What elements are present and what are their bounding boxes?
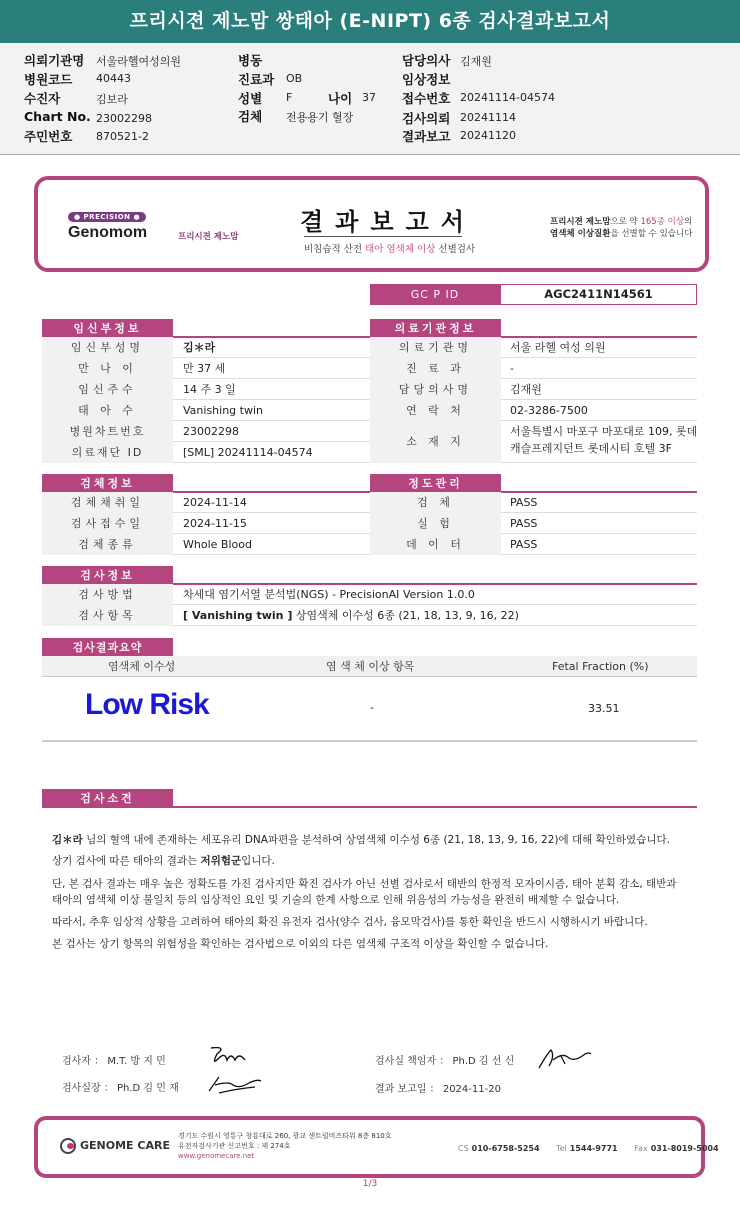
row-label: 검사방법	[42, 584, 173, 605]
finding-paragraph-2: 상기 검사에 따른 태아의 결과는 저위험군입니다.	[52, 855, 275, 867]
table-row	[370, 358, 697, 379]
clinical-info-label: 임상정보	[402, 72, 451, 87]
footer-card	[34, 1116, 719, 1178]
department-label: 진료과	[238, 72, 275, 87]
row-label: 의료재단 ID	[42, 442, 173, 463]
table-row	[42, 605, 697, 626]
finding-paragraph-5: 본 검사는 상기 항목의 위험성을 확인하는 검사법으로 이외의 다른 염색체 구조적 이상을 확인할 수 없습니다.	[52, 938, 549, 950]
abnormal-item-value: -	[370, 701, 374, 714]
age-label: 나이	[328, 91, 353, 106]
row-label: 검체채취일	[42, 492, 173, 513]
row-value: PASS	[510, 538, 538, 551]
finding-paragraph-3b: 태아의 염색체 이상 불일치 등의 임상적인 요인 및 기술의 한계 사항으로 인해 위음성의 가능성을 완전히 배제할 수 없습니다.	[52, 894, 620, 906]
row-value: 만 37 세	[183, 362, 226, 375]
row-label: 소 재 지	[370, 421, 501, 463]
title-underline	[304, 236, 462, 237]
sex-label: 성별	[238, 91, 263, 106]
row-value: 김재원	[510, 383, 542, 396]
sex-value: F	[286, 91, 293, 104]
genome-care-logo: GENOME CARE	[60, 1138, 170, 1154]
patient-label: 수진자	[24, 91, 61, 106]
table-row	[370, 400, 697, 421]
report-date-value: 20241120	[460, 129, 516, 142]
report-title: 결과보고서	[300, 208, 476, 236]
row-label: 임신주수	[42, 379, 173, 400]
table-row	[370, 337, 697, 358]
row-value: Vanishing twin	[183, 404, 263, 417]
chart-no-label: Chart No.	[24, 109, 91, 124]
tester-signature	[205, 1044, 255, 1070]
precision-badge: ● PRECISION ●	[68, 212, 146, 222]
report-date-label: 결과보고	[402, 129, 451, 144]
accession-no-value: 20241114-04574	[460, 91, 555, 104]
row-value: [SML] 20241114-04574	[183, 446, 313, 459]
table-row	[42, 584, 697, 605]
row-label: 검체종류	[42, 534, 173, 555]
summary-col-abnormal: 염 색 체 이상 항목	[326, 660, 415, 673]
requesting-institution-value: 서울라헬여성의원	[96, 55, 182, 68]
section-divider	[173, 806, 697, 808]
fetal-fraction-value: 33.51	[588, 702, 620, 715]
lab-manager-label: 검사실 책임자 ： Ph.D 김 선 신	[375, 1056, 515, 1067]
table-row	[42, 358, 370, 379]
finding-paragraph-3a: 단, 본 검사 결과는 매우 높은 정확도를 가진 검사지만 확진 검사가 아닌 선별 검사로서 태반의 한정적 모자이시즘, 태아 분획 감소, 태반과	[52, 878, 677, 890]
patient-value: 김보라	[96, 93, 128, 106]
specimen-label: 검체	[238, 109, 263, 124]
section-quality-control: 정도관리	[370, 474, 501, 493]
table-row	[42, 492, 370, 513]
row-label: 태 아 수	[42, 400, 173, 421]
request-date-value: 20241114	[460, 111, 516, 124]
table-row	[42, 442, 370, 463]
report-date-label: 결과 보고일 ： 2024-11-20	[375, 1084, 501, 1095]
row-value: 2024-11-15	[183, 517, 247, 530]
report-subtitle: 비침습적 산전 태아 염색체 이상 선별검사	[304, 244, 476, 255]
table-row	[42, 534, 370, 555]
row-value: PASS	[510, 517, 538, 530]
report-tagline: 프리시젼 제노맘으로 약 165종 이상의 염색체 이상질환을 선별할 수 있습니다	[550, 217, 693, 239]
summary-bottom-rule	[42, 740, 697, 742]
row-label: 검사접수일	[42, 513, 173, 534]
requesting-institution-label: 의뢰기관명	[24, 53, 85, 68]
lab-head-signature	[205, 1071, 265, 1097]
report-title-bar: 프리시젼 제노맘 쌍태아 (E-NIPT) 6종 검사결과보고서	[0, 0, 740, 43]
section-result-summary: 검사결과요약	[42, 638, 173, 657]
row-label: 진 료 과	[370, 358, 501, 379]
row-value: 02-3286-7500	[510, 404, 588, 417]
table-row	[42, 421, 370, 442]
age-value: 37	[362, 91, 376, 104]
patient-header-panel	[0, 43, 740, 155]
summary-col-aneuploidy: 염색체 이수성	[108, 660, 176, 673]
table-row	[42, 379, 370, 400]
hospital-code-value: 40443	[96, 72, 131, 85]
physician-label: 담당의사	[402, 53, 451, 68]
row-label: 병원차트번호	[42, 421, 173, 442]
section-findings: 검사소견	[42, 789, 173, 808]
row-label: 데 이 터	[370, 534, 501, 555]
test-item-value: [ Vanishing twin ] 상염색체 이수성 6종 (21, 18, 13, 9, 16, 22)	[183, 609, 519, 622]
hospital-code-label: 병원코드	[24, 72, 73, 87]
row-value: Whole Blood	[183, 538, 252, 551]
row-value: 서울 라헬 여성 의원	[510, 341, 606, 354]
department-value: OB	[286, 72, 303, 85]
ward-label: 병동	[238, 53, 263, 68]
row-label: 의료기관명	[370, 337, 501, 358]
test-method-value: 차세대 염기서열 분석법(NGS) - PrecisionAI Version 1.0.0	[183, 588, 475, 601]
table-row	[370, 379, 697, 400]
genome-care-icon	[60, 1138, 76, 1154]
section-institution-info: 의료기관정보	[370, 319, 501, 338]
request-date-label: 검사의뢰	[402, 111, 451, 126]
row-value: -	[510, 362, 514, 375]
row-label: 검 체	[370, 492, 501, 513]
physician-value: 김재원	[460, 55, 492, 68]
row-value: 23002298	[183, 425, 239, 438]
table-row	[370, 534, 697, 555]
row-value: 14 주 3 일	[183, 383, 236, 396]
finding-paragraph-1: 김＊라 님의 혈액 내에 존재하는 세포유리 DNA파편을 분석하여 상염색체 이수성 6종 (21, 18, 13, 9, 16, 22)에 대해 확인하였습니다.	[52, 834, 670, 846]
summary-header-row	[42, 656, 697, 677]
section-test-info: 검사정보	[42, 566, 173, 585]
gcp-id-value: AGC2411N14561	[500, 284, 697, 305]
row-value: 김＊라	[183, 341, 216, 354]
table-row	[370, 492, 697, 513]
genomom-sub-logo: 프리시젼 제노맘	[178, 232, 239, 242]
section-pregnant-info: 임신부정보	[42, 319, 173, 338]
footer-address: 경기도 수원시 영통구 창룡대로 260, 광교 센트럴비즈타워 8층 810호 유전자검사기관 신고번호 : 제 274호 www.genomecare.net	[178, 1132, 392, 1160]
accession-no-label: 접수번호	[402, 91, 451, 106]
lab-manager-signature	[535, 1044, 595, 1072]
table-row	[42, 513, 370, 534]
address-line-2: 캐슬프레지던트 롯데시티 호텔 3F	[510, 442, 672, 455]
row-value: PASS	[510, 496, 538, 509]
genomom-logo: Genomom	[68, 224, 148, 241]
lab-head-label: 검사실장 ： Ph.D 김 민 재	[62, 1083, 179, 1094]
report-header-card	[34, 176, 709, 272]
gcp-id-label: GC P ID	[370, 284, 500, 305]
row-label: 검사항목	[42, 605, 173, 626]
chart-no-value: 23002298	[96, 112, 152, 125]
page-number: 1/3	[362, 1179, 378, 1189]
address-line-1: 서울특별시 마포구 마포대로 109, 롯데	[510, 425, 698, 438]
footer-contacts: CS 010-6758-5254 Tel 1544-9771 Fax 031-8019-5004	[458, 1144, 719, 1153]
table-row	[42, 400, 370, 421]
resident-no-value: 870521-2	[96, 130, 149, 143]
table-row	[370, 513, 697, 534]
row-label: 임신부성명	[42, 337, 173, 358]
risk-result: Low Risk	[85, 688, 209, 721]
row-label: 만 나 이	[42, 358, 173, 379]
table-row	[370, 421, 697, 463]
section-specimen-info: 검체정보	[42, 474, 173, 493]
row-label: 담당의사명	[370, 379, 501, 400]
finding-paragraph-4: 따라서, 추후 임상적 상황을 고려하여 태아의 확진 유전자 검사(양수 검사, 융모막검사)를 통한 확인을 반드시 시행하시기 바랍니다.	[52, 916, 648, 928]
tester-label: 검사자 ： M.T. 방 지 민	[62, 1056, 166, 1067]
table-row	[42, 337, 370, 358]
resident-no-label: 주민번호	[24, 129, 73, 144]
row-value: 2024-11-14	[183, 496, 247, 509]
summary-col-fetal-fraction: Fetal Fraction (%)	[552, 660, 649, 673]
row-label: 실 험	[370, 513, 501, 534]
specimen-value: 전용용기 혈장	[286, 111, 354, 124]
row-label: 연 락 처	[370, 400, 501, 421]
footer-website-link[interactable]: www.genomecare.net	[178, 1152, 255, 1160]
